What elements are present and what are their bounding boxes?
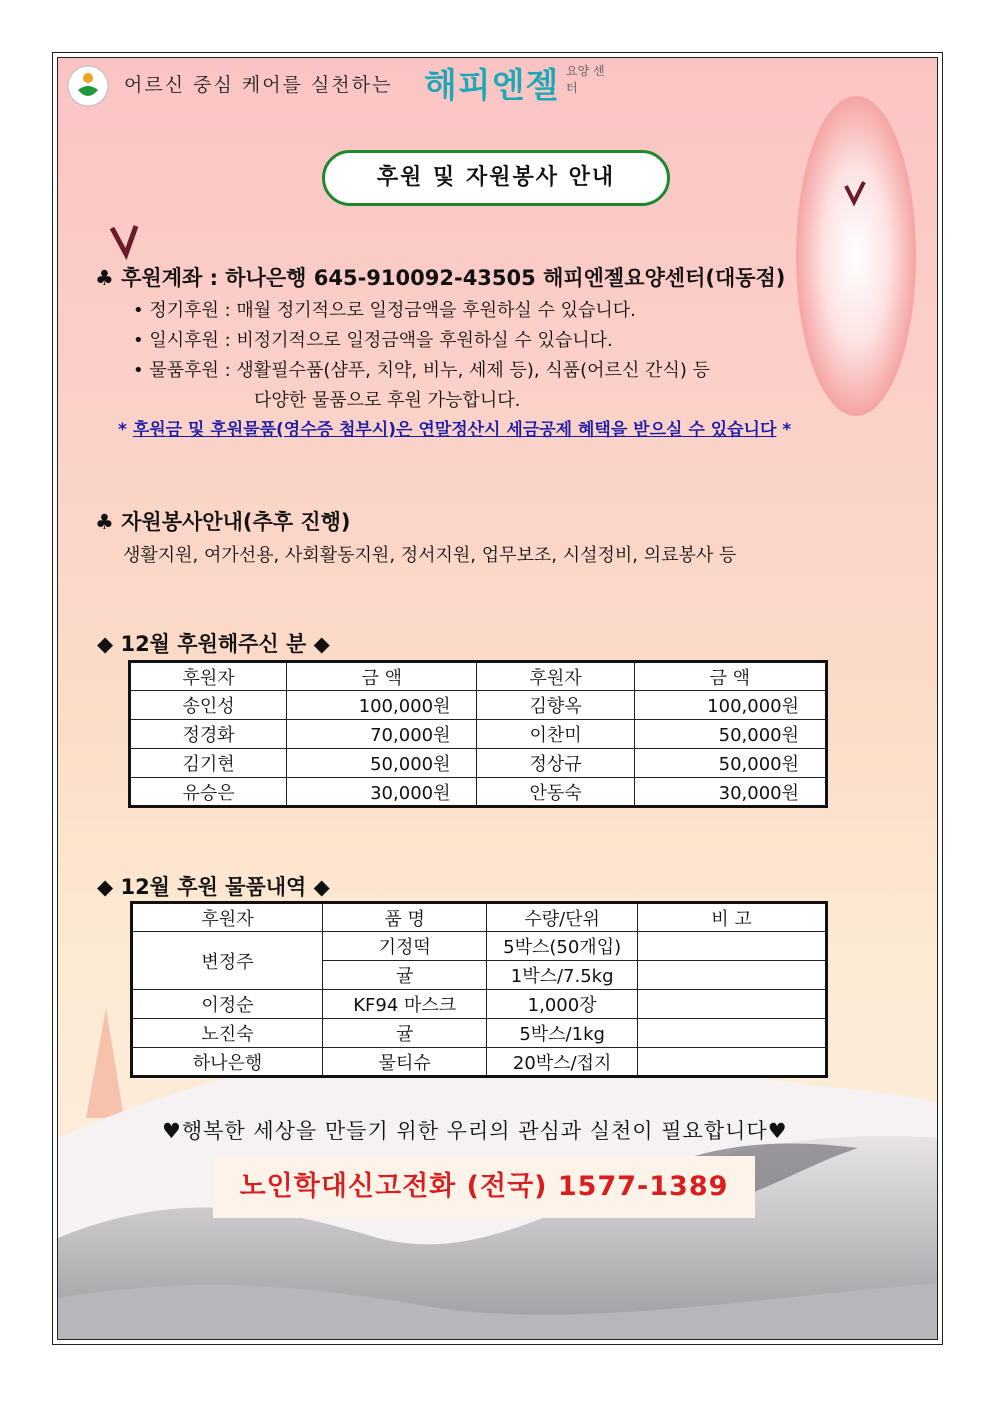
donations-table bbox=[128, 660, 828, 808]
table-row bbox=[132, 932, 827, 961]
donor-name: 송인성 bbox=[130, 691, 287, 720]
goods-item-name: 귤 bbox=[323, 961, 487, 990]
goods-table bbox=[130, 901, 828, 1078]
table-row bbox=[132, 990, 827, 1019]
volunteer-heading: ♣ 자원봉사안내(추후 진행) bbox=[95, 510, 351, 534]
center-tagline: 어르신 중심 케어를 실천하는 bbox=[124, 74, 393, 96]
note-star-right: * bbox=[782, 420, 792, 440]
goods-item-name: 물티슈 bbox=[323, 1048, 487, 1077]
goods-item-name: KF94 마스크 bbox=[323, 990, 487, 1019]
volunteer-areas: 생활지원, 여가선용, 사회활동지원, 정서지원, 업무보조, 시설정비, 의료봉사 등 bbox=[123, 545, 737, 566]
goods-item-name: 기정떡 bbox=[323, 932, 487, 961]
donation-amount: 50,000원 bbox=[634, 749, 826, 778]
header-donor: 후원자 bbox=[132, 903, 323, 932]
goods-remarks bbox=[637, 990, 826, 1019]
closing-slogan: ♥행복한 세상을 만들기 위한 우리의 관심과 실천이 필요합니다♥ bbox=[162, 1119, 788, 1143]
donation-amount: 30,000원 bbox=[287, 778, 477, 807]
donor-name: 이찬미 bbox=[477, 720, 634, 749]
table-row bbox=[130, 749, 827, 778]
donation-amount: 70,000원 bbox=[287, 720, 477, 749]
goods-heading: ◆ 12월 후원 물품내역 ◆ bbox=[97, 875, 330, 899]
donation-amount: 50,000원 bbox=[287, 749, 477, 778]
goods-sponsorship-continuation: 다양한 물품으로 후원 가능합니다. bbox=[254, 390, 521, 411]
one-time-sponsorship-item: • 일시후원 : 비정기적으로 일정금액을 후원하실 수 있습니다. bbox=[133, 330, 613, 351]
goods-item-name: 귤 bbox=[323, 1019, 487, 1048]
table-row bbox=[130, 720, 827, 749]
header-amount: 금 액 bbox=[287, 662, 477, 691]
table-row bbox=[132, 1019, 827, 1048]
goods-remarks bbox=[637, 1019, 826, 1048]
donation-amount: 50,000원 bbox=[634, 720, 826, 749]
goods-remarks bbox=[637, 961, 826, 990]
tax-deduction-note bbox=[118, 415, 791, 440]
page-title: 후원 및 자원봉사 안내 bbox=[322, 150, 670, 206]
donor-name: 안동숙 bbox=[477, 778, 634, 807]
donor-name: 정경화 bbox=[130, 720, 287, 749]
goods-remarks bbox=[637, 1048, 826, 1077]
goods-remarks bbox=[637, 932, 826, 961]
sponsorship-heading: ♣ 후원계좌 : 하나은행 645-910092-43505 해피엔젤요양센터(대동점) bbox=[95, 266, 786, 290]
goods-quantity: 1,000장 bbox=[487, 990, 638, 1019]
donations-heading: ◆ 12월 후원해주신 분 ◆ bbox=[97, 632, 330, 656]
donor-name: 김향옥 bbox=[477, 691, 634, 720]
donor-name: 정상규 bbox=[477, 749, 634, 778]
goods-header-row bbox=[132, 903, 827, 932]
goods-sponsorship-item: • 물품후원 : 생활필수품(샴푸, 치약, 비누, 세제 등), 식품(어르신 간식) 등 bbox=[133, 360, 710, 381]
goods-donor-name: 노진숙 bbox=[132, 1019, 323, 1048]
donation-amount: 100,000원 bbox=[287, 691, 477, 720]
center-brand-subtitle: 요양 센터 bbox=[566, 64, 605, 95]
donor-name: 유승은 bbox=[130, 778, 287, 807]
goods-donor-name: 이정순 bbox=[132, 990, 323, 1019]
goods-donor-name: 하나은행 bbox=[132, 1048, 323, 1077]
goods-quantity: 1박스/7.5kg bbox=[487, 961, 638, 990]
goods-donor-name: 변정주 bbox=[132, 932, 323, 990]
header-item: 품 명 bbox=[323, 903, 487, 932]
donor-name: 김기현 bbox=[130, 749, 287, 778]
tax-deduction-text: 후원금 및 후원물품(영수증 첨부시)은 연말정산시 세금공제 혜택을 받으실 수 있습니다 bbox=[132, 420, 777, 440]
table-row bbox=[130, 778, 827, 807]
header-quantity: 수량/단위 bbox=[487, 903, 638, 932]
header-donor: 후원자 bbox=[130, 662, 287, 691]
center-brand-name: 해피엔젤 bbox=[424, 66, 560, 106]
header-donor: 후원자 bbox=[477, 662, 634, 691]
donation-amount: 30,000원 bbox=[634, 778, 826, 807]
regular-sponsorship-item: • 정기후원 : 매월 정기적으로 일정금액을 후원하실 수 있습니다. bbox=[133, 300, 636, 321]
table-row bbox=[130, 691, 827, 720]
elder-abuse-hotline: 노인학대신고전화 (전국) 1577-1389 bbox=[213, 1156, 755, 1218]
goods-quantity: 5박스/1kg bbox=[487, 1019, 638, 1048]
goods-quantity: 5박스(50개입) bbox=[487, 932, 638, 961]
header-amount: 금 액 bbox=[634, 662, 826, 691]
center-logo-icon bbox=[66, 64, 110, 108]
header-remarks: 비 고 bbox=[637, 903, 826, 932]
note-star-left: * bbox=[118, 420, 127, 440]
table-row bbox=[132, 1048, 827, 1077]
donation-amount: 100,000원 bbox=[634, 691, 826, 720]
donations-header-row bbox=[130, 662, 827, 691]
goods-quantity: 20박스/접지 bbox=[487, 1048, 638, 1077]
